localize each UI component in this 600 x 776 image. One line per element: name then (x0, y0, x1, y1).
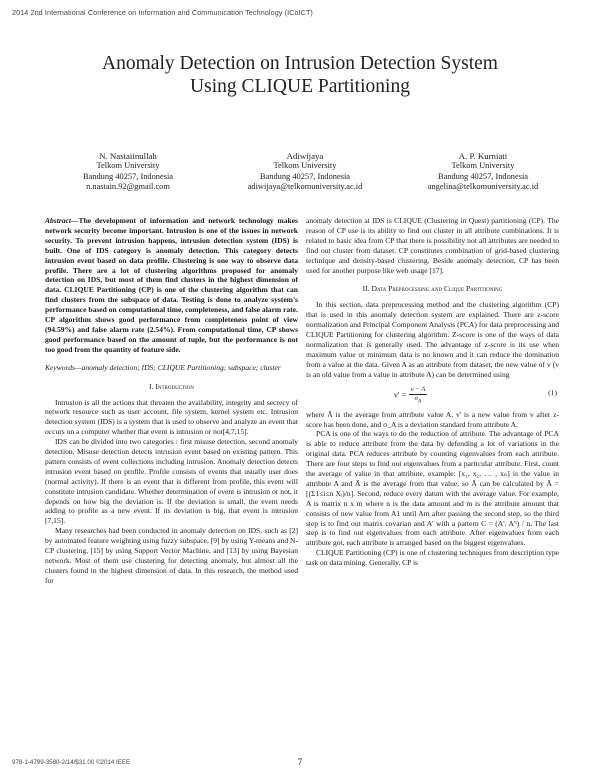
abstract (45, 216, 298, 355)
keywords-label: Keywords— (45, 362, 82, 372)
preprocessing-paragraph-3: PCA is one of the ways to do the reduction of attribute. The advantage of PCA is able to reduce attribute from the data by defending a lot of variations in the original data. PCA reduces attribute by counting eigenvalues from each attribute. There are four steps to find out eigenvalues from a particular attribute. First, count the average of value in that attribute, example: [x₁, x₂, … , xₙ] is the value in attribute A and Ā is the average from that value, so Ā can be calculated by Ā = [(Σ1≤i≤n Xᵢ)/n]. Second, reduce every datum with the average value. For example, A is matrix n x m where n is the data amount and m is the attribute amount that consists of new value from A1 until Am after passing the second step, so the third step is to find out matrix covarian and A' with a pattern C = (A'. A'ᵗ) / n. The last step is to find out eigenvalues from each attribute. After eigenvalues from each attribute got, each attribute is arranged based on the biggest eigenvalues. (306, 429, 559, 548)
intro-paragraph-2: IDS can be divided into two categories : first misuse detection, second anomaly detection. Misuse detection detects intrusion event based on existing pattern. This pattern consists of event collections including intrusion. Anomaly detection detects intrusion event based on profile. Profile consists of events that usually user does (normal activity). If there is an event that is different from profile, this event will constitute intrusion candidate. Whether determination of event is intrusion or not, it depends on how big the deviation is. If the deviation is small, the event needs adding to profile as a new event. If its deviation is big, that event is intrusion [7,15]. (45, 437, 298, 526)
running-header: 2014 2nd International Conference on Information and Communication Technology (ICoICT) (12, 8, 313, 17)
intro-paragraph-3: Many researches had been conducted in anomaly detection on IDS, such as [2] by automated feature weighting using fuzzy subspace, [9] by using Y-means and N-CP clustering, [15] by using Support Vector Machine, and [13] by using Bayesian network. Most of them use clustering for detecting anomaly, but almost all the clusters found in the highest dimension of data. In this research, the method used for (45, 526, 298, 585)
equation-1 (306, 382, 559, 408)
page-number: 7 (297, 757, 303, 767)
author-email: angelina@telkomuniversity.ac.id (427, 182, 539, 192)
author-affiliation: Telkom University (96, 161, 160, 171)
preprocessing-paragraph-1: In this section, data preprocessing method and the clustering algorithm (CP) that is used in this anomaly detection system are explained. There are z-score normalization and Principal Component Analysis (PCA) for data preprocessing and CLIQUE Partitioning for clustering algorithm. Z-score is one of the ways of data normalization that is generally used. The advantage of z-score is its use when maximum value or minimum data is no known and it can reduce the domination from a value at the data. Given A as an attribute from dataset, the new value of v (v is an old value from a value in attribute A) can be determined using (306, 300, 559, 379)
footer-isbn: 978-1-4799-3580-2/14/$31.00 ©2014 IEEE (12, 759, 131, 766)
section-heading-preprocessing: II. Data Preprocessing and Clique Partitioning (362, 284, 503, 294)
equation-subscript: A (417, 397, 422, 404)
intro-paragraph-1: Intrusion is all the actions that threaten the availability, integrity and secrecy of network resource such as user account, file system, kernel system etc. Intrusion detection system (IDS) is a system that is used to observe and analyze an event that occurs on a computer whether that event is intrusion or not[4,7,15]. (45, 397, 298, 437)
author-block-2 (215, 151, 395, 193)
equation-number: (1) (548, 387, 557, 397)
author-name: N. Nastaiinullah (99, 151, 157, 161)
paper-title (0, 52, 600, 98)
equation-numerator: v − Ā (410, 385, 426, 393)
author-block-3 (393, 151, 573, 193)
author-address: Bandung 40257, Indonesia (259, 171, 351, 181)
right-intro-paragraph: anomaly detection at IDS is CLIQUE (Clustering in Quest) partitioning (CP). The reason of CP use is its ability to find out cluster in all attribute combinations. It is related to basic idea from CP that there is possibility not all attributes are needed to find out cluster from dataset. CP constitutes combination of grid-based clustering technique and density-based clustering. Beside anomaly detection, CP has been used for another purpose like web usage [17]. (306, 216, 559, 275)
left-column (45, 216, 298, 586)
abstract-text: —The development of information and network technology makes network security become important. Intrusion is one of the issues in network security. To prevent intrusion happens, intrusion detection system (IDS) is built. One of IDS category is anomaly detection. This category detects intrusion event based on data profile. Clustering is one way to observe data profile. There are a lot of clustering algorithms proposed for anomaly detection on IDS, but most of them find clusters in the highest dimension of data. CLIQUE Partitioning (CP) is one of the clustering algorithm that can find clusters from the subspace of data. Testing is done to analyze system's performance based on computational time, completeness, and false alarm rate. CP algorithm shows good performance from completeness point of view (94.59%) and false alarm rate (2.54%). From computational time, CP shows good performance based on the amount of tuple, but the performance is not too good from the quantity of feature side. (45, 216, 298, 354)
keywords (45, 363, 298, 373)
author-name: A. P. Kurniati (458, 151, 508, 161)
author-block-1 (38, 151, 218, 193)
equation-fraction (409, 386, 428, 405)
section-heading-introduction: I. Introduction (149, 381, 194, 391)
author-email: n.nastain.92@gmail.com (86, 182, 170, 192)
right-column (306, 216, 559, 568)
author-address: Bandung 40257, Indonesia (82, 171, 174, 181)
equation-lhs: v' = (394, 390, 407, 400)
preprocessing-paragraph-4: CLIQUE Partitioning (CP) is one of clustering techniques from description type task on data mining. Generally, CP is (306, 548, 559, 568)
equation-sigma: σ (414, 394, 418, 402)
author-address: Bandung 40257, Indonesia (437, 171, 529, 181)
author-email: adiwijaya@telkomuniversity.ac.id (247, 182, 363, 192)
preprocessing-paragraph-2: where Ā is the average from attribute value A, v' is a new value from v after z-score has been done, and σ_A is a deviation standard from attribute A. (306, 409, 559, 429)
title-line-1: Anomaly Detection on Intrusion Detection System (102, 53, 498, 74)
keywords-text: anomaly detection; IDS; CLIQUE Partitioning; subspace; cluster (81, 362, 281, 372)
abstract-label: Abstract (45, 216, 71, 225)
title-line-2: Using CLIQUE Partitioning (190, 76, 410, 97)
author-name: Adiwijaya (286, 151, 324, 161)
author-affiliation: Telkom University (451, 161, 515, 171)
equation-body (394, 386, 427, 405)
equation-denominator (409, 395, 428, 405)
author-affiliation: Telkom University (273, 161, 337, 171)
